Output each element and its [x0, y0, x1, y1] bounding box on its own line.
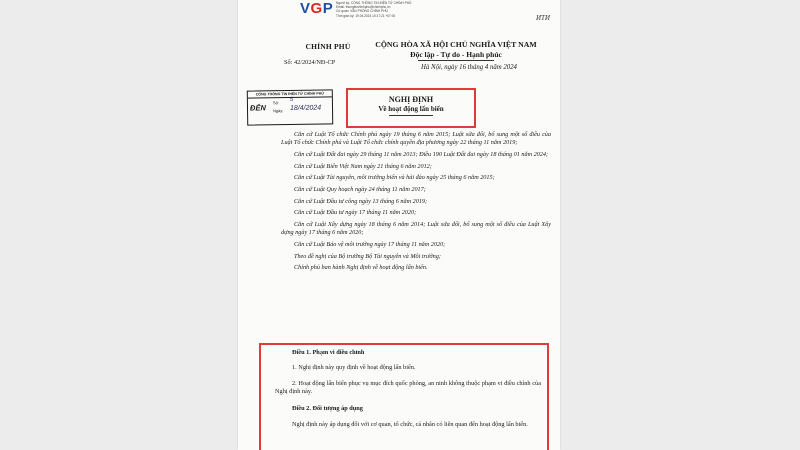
stamp-number-label: Số: — [272, 100, 279, 106]
recital-paragraph: Căn cứ Luật Tài nguyên, môi trường biển và hải đảo ngày 25 tháng 6 năm 2015; — [294, 174, 495, 182]
vgp-logo — [300, 0, 333, 17]
recital-paragraph: Căn cứ Luật Quy hoạch ngày 24 tháng 11 năm 2017; — [294, 186, 426, 194]
logo-letter-p: P — [322, 0, 334, 17]
article-2-body: Nghị định này áp dụng đối với cơ quan, tổ chức, cá nhân có liên quan đến hoạt động lấn biển. — [292, 421, 528, 428]
article-1-title: Điều 1. Phạm vi điều chỉnh — [292, 349, 365, 356]
stamp-organization: CỔNG THÔNG TIN ĐIỆN TỬ CHÍNH PHỦ — [248, 90, 332, 98]
recital-paragraph: Căn cứ Luật Xây dựng ngày 18 tháng 6 năm 2014; Luật sửa đổi, bổ sung một số điều của Luật Xây dựng ngày 17 tháng 6 năm 2020; — [281, 221, 551, 237]
stamp-date-value: 18/4/2024 — [289, 104, 322, 112]
document-page — [238, 0, 560, 450]
recital-paragraph: Căn cứ Luật Bảo vệ môi trường ngày 17 tháng 11 năm 2020; — [294, 241, 446, 249]
recital-paragraph: Theo đề nghị của Bộ trưởng Bộ Tài nguyên và Môi trường; — [294, 252, 441, 260]
signature-line: Thời gian ký: 19.04.2024 10:17:21 +07:00 — [336, 13, 396, 18]
recital-paragraph: Căn cứ Luật Tổ chức Chính phủ ngày 19 tháng 6 năm 2015; Luật sửa đổi, bổ sung một số điều của Luật Tổ chức Chính phủ và Luật Tổ chức chính quyền địa phương ngày 22 tháng 11 năm 2019; — [281, 131, 551, 147]
recital-paragraph: Chính phủ ban hành Nghị định về hoạt động lấn biển. — [294, 264, 428, 272]
issuer-name: CHÍNH PHỦ — [305, 42, 351, 51]
motto-underline — [418, 60, 494, 61]
article-2-title: Điều 2. Đối tượng áp dụng — [292, 405, 363, 412]
recital-paragraph: Căn cứ Luật Đầu tư ngày 17 tháng 11 năm 2020; — [294, 209, 417, 217]
recital-paragraph: Căn cứ Luật Biển Việt Nam ngày 21 tháng 6 năm 2012; — [294, 162, 432, 170]
title-underline — [389, 115, 433, 116]
digital-signature-info — [336, 1, 466, 18]
document-number: Số: 42/2024/NĐ-CP — [284, 59, 336, 66]
decree-title: NGHỊ ĐỊNH — [388, 95, 434, 104]
nation-name: CỘNG HÒA XÃ HỘI CHỦ NGHĨA VIỆT NAM — [375, 40, 537, 49]
logo-letter-g: G — [310, 0, 323, 17]
corner-handwritten-mark: ИТИ — [535, 14, 550, 22]
recital-paragraph: Căn cứ Luật Đất đai ngày 29 tháng 11 năm 2013; Điều 190 Luật Đất đai ngày 18 tháng 01 năm 2024; — [294, 150, 549, 158]
signature-line: Cơ quan: VĂN PHÒNG CHÍNH PHỦ — [336, 9, 388, 14]
decree-subject: Về hoạt động lấn biển — [378, 105, 444, 113]
national-header — [356, 40, 556, 71]
stamp-number-value: 5 — [289, 96, 294, 104]
article-1-clause-2: 2. Hoạt động lấn biển phục vụ mục đích quốc phòng, an ninh không thuộc phạm vi điều chỉnh của Nghị định này. — [275, 380, 541, 396]
received-stamp — [247, 89, 333, 125]
decree-title-highlight — [346, 88, 476, 128]
legal-basis-recitals — [281, 131, 551, 276]
national-motto: Độc lập - Tự do - Hạnh phúc — [410, 50, 502, 59]
logo-letter-v: V — [300, 0, 311, 17]
articles-highlight — [259, 343, 549, 450]
signature-line: Người ký: CỔNG THÔNG TIN ĐIỆN TỬ CHÍNH PHỦ — [336, 1, 412, 5]
stamp-date-label: Ngày: — [273, 108, 284, 114]
recital-paragraph: Căn cứ Luật Đầu tư công ngày 13 tháng 6 năm 2019; — [294, 197, 428, 205]
place-and-date: Hà Nội, ngày 16 tháng 4 năm 2024 — [421, 63, 517, 71]
stamp-den-label: ĐẾN — [249, 103, 266, 113]
article-1-clause-1: 1. Nghị định này quy định về hoạt động lấn biển. — [292, 364, 416, 371]
signature-line: Email: thongtinchinhphu@chinhphu.vn — [336, 5, 391, 10]
